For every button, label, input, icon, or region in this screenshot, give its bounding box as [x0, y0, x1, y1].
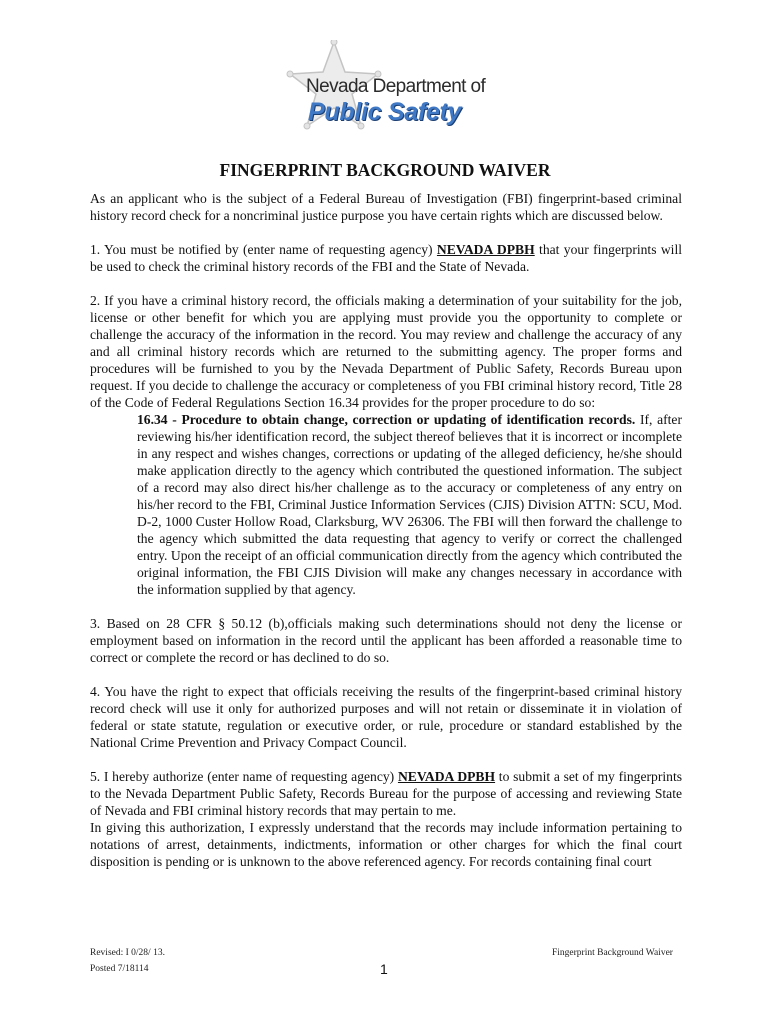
logo-department-text: Nevada Department of [306, 76, 486, 97]
document-title: FINGERPRINT BACKGROUND WAIVER [219, 160, 551, 180]
item-3-paragraph: 3. Based on 28 CFR § 50.12 (b),officials making such determinations should not deny the license or employment based on information in the record until the applicant has been afforded a reasonable time to correct or complete the record or has declined to do so. [90, 616, 682, 665]
authorization-paragraph: In giving this authorization, I expressly understand that the records may include information pertaining to notations of arrest, detainments, indictments, information or other charges for which the final court disposition is pending or is unknown to the above referenced agency. For records containing final court [90, 820, 682, 869]
item-1-text-before: 1. You must be notified by (enter name of requesting agency) [90, 242, 437, 257]
section-16-34-block [137, 411, 682, 598]
item-1-agency-name: NEVADA DPBH [436, 242, 535, 257]
nevada-dps-logo [268, 40, 504, 140]
item-5-paragraph [90, 768, 682, 819]
section-16-34-text: If, after reviewing his/her identification record, the subject thereof believes that it is incorrect or incomplete in any respect and wishes changes, corrections or updating of the alleged deficiency, he/she should make application directly to the agency which contributed the questioned information. The subject of a record may also direct his/her challenge as to the accuracy or completeness of any entry on his/her record to the FBI, Criminal Justice Information Services (CJIS) Division ATTN: SCU, Mod. D-2, 1000 Custer Hollow Road, Clarksburg, WV 26306. The FBI will then forward the challenge to the agency which submitted the data requesting that agency to verify or correct the challenged entry. Upon the receipt of an official communication directly from the agency which contributed the original information, the FBI CJIS Division will make any changes necessary in accordance with the information supplied by that agency. [137, 412, 682, 597]
item-1-paragraph [90, 241, 682, 275]
page-number: 1 [380, 961, 388, 977]
document-body [90, 190, 682, 870]
item-4-paragraph: 4. You have the right to expect that officials receiving the results of the fingerprint-based criminal history record check will use it only for authorized purposes and will not retain or disseminate it in violation of federal or state statute, regulation or executive order, or rule, procedure or standard established by the National Crime Prevention and Privacy Compact Council. [90, 684, 682, 750]
item-5-agency-name: NEVADA DPBH [397, 769, 496, 784]
intro-paragraph: As an applicant who is the subject of a Federal Bureau of Investigation (FBI) fingerprint-based criminal history record check for a noncriminal justice purpose you have certain rights which are discussed below. [90, 191, 682, 223]
item-5-text-before: 5. I hereby authorize (enter name of requesting agency) [90, 769, 398, 784]
logo-public-safety-text: Public Safety [308, 98, 462, 126]
section-16-34-heading: 16.34 - Procedure to obtain change, correction or updating of identification records. [137, 412, 636, 427]
item-2-paragraph: 2. If you have a criminal history record, the officials making a determination of your suitability for the job, license or other benefit for which you are applying must provide you the opportunity to complete or challenge the accuracy of the information in the record. You may review and challenge the accuracy of any and all criminal history records which are returned to the submitting agency. The proper forms and procedures will be furnished to you by the Nevada Department of Public Safety, Records Bureau upon request. If you decide to challenge the accuracy or completeness of you FBI criminal history record, Title 28 of the Code of Federal Regulations Section 16.34 provides for the proper procedure to do so: [90, 293, 682, 410]
item-1-text-after: that your fingerprints will be used to check the criminal history records of the FBI and the State of Nevada. [90, 242, 683, 274]
footer-form-name: Fingerprint Background Waiver [552, 948, 673, 958]
footer-revised-date: Revised: I 0/28/ 13. [90, 948, 165, 958]
item-5-text-after: to submit a set of my fingerprints to the Nevada Department Public Safety, Records Bureau for the purpose of accessing and reviewing State of Nevada and FBI criminal history records that may pertain to me. [90, 769, 683, 818]
footer-posted-date: Posted 7/18114 [90, 964, 149, 974]
